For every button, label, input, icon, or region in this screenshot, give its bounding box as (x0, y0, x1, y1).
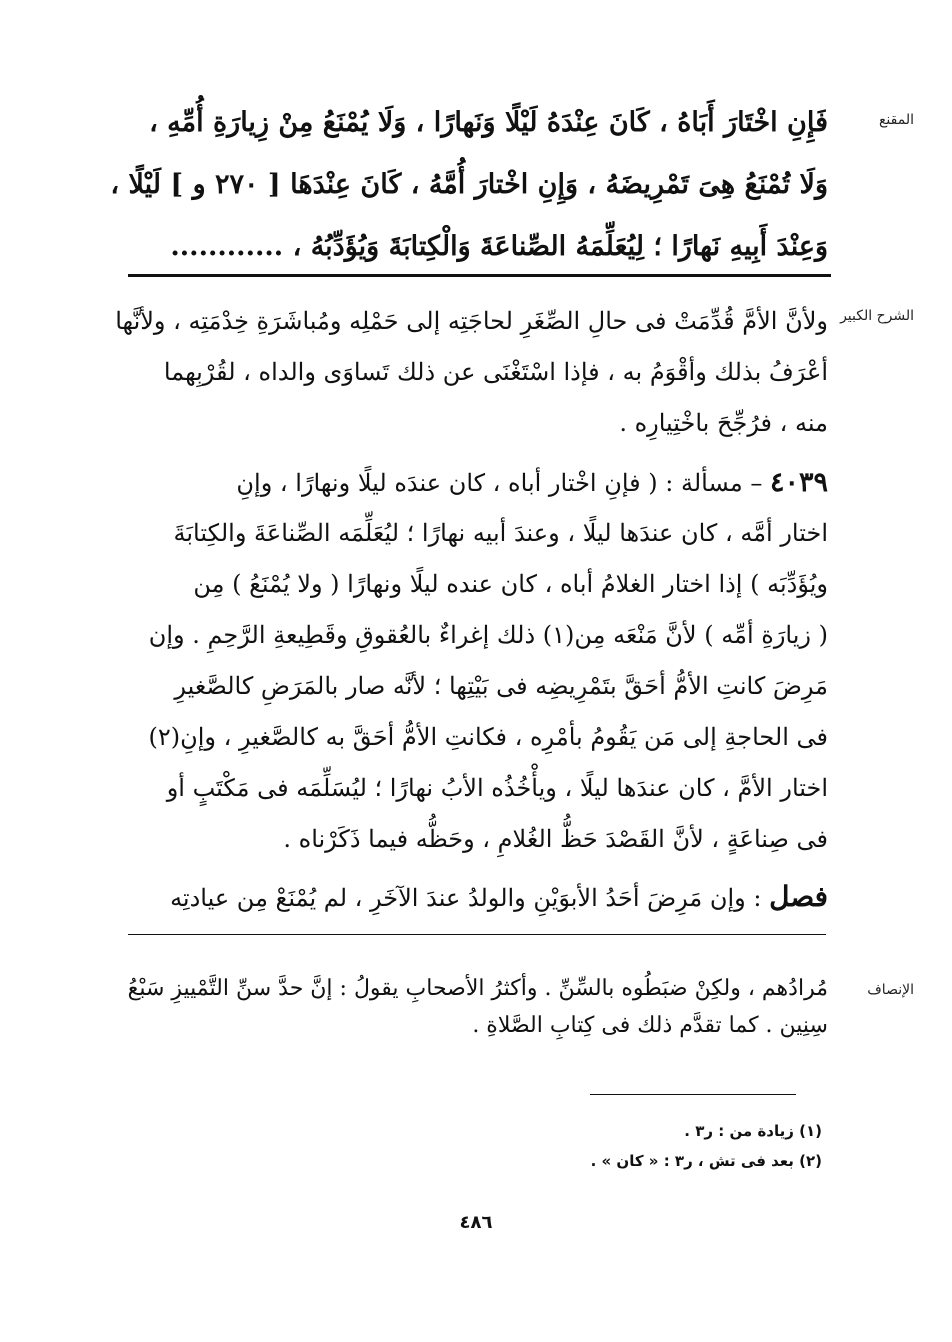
muqni-line: وَعِنْدَ أَبِيهِ نَهارًا ؛ لِيُعَلِّمَهُ الصِّناعَةَ وَالْكِتابَةَ وَيُؤَدِّبُهُ ، ............ (170, 231, 828, 262)
issue-number: ٤٠٣٩ (769, 467, 828, 498)
footnote-1: (١) زيادة من : ر٣ . (684, 1122, 822, 1140)
sharh-line: أعْرَفُ بذلك وأقْوَمُ به ، فإذا اسْتَغْنَى عن ذلك تَساوَى والداه ، لقُرْبِهما (163, 358, 828, 386)
muqni-line: فَإِنِ اخْتَارَ أَبَاهُ ، كَانَ عِنْدَهُ لَيْلًا وَنَهارًا ، وَلَا يُمْنَعُ مِنْ زِيارَةِ أُمِّهِ ، (149, 107, 828, 138)
insaf-label: الإنصاف (867, 982, 914, 998)
fasl-line (128, 871, 828, 922)
muqni-line: وَلَا تُمْنَعُ هِىَ تَمْرِيضَهُ ، وَإِنِ اخْتارَ أُمَّهُ ، كَانَ عِنْدَهَا [ ٢٧٠ و ] لَيْلًا ، (110, 169, 828, 200)
sharh-line: ولأنَّ الأمَّ قُدِّمَتْ فى حالِ الصِّغَرِ لحاجَتِه إلى حَمْلِه ومُباشَرَةِ خِدْمَتِه ، ولأنَّها (115, 307, 828, 335)
sharh-line: منه ، فرُجِّحَ باخْتِيارِه . (619, 409, 828, 437)
fasl-heading: فصل (769, 880, 828, 913)
issue-heading-line (128, 457, 828, 508)
issue-heading-text: – مسألة : ( فإنِ اخْتار أباه ، كان عندَه ليلًا ونهارًا ، وإنِ (236, 469, 763, 497)
section-divider-thin (128, 934, 826, 935)
sharh-line: ويُؤَدِّبَه ) إذا اختار الغلامُ أباه ، كان عنده ليلًا ونهارًا ( ولا يُمْنَعُ ) مِن (193, 570, 828, 598)
muqni-text (110, 92, 828, 278)
insaf-text (128, 970, 828, 1044)
sharh-line: مَرِضَ كانتِ الأمُّ أحَقَّ بتَمْرِيضِه فى بَيْتِها ؛ لأنَّه صار بالمَرَضِ كالصَّغيرِ (174, 672, 828, 700)
sharh-line: فى صِناعَةٍ ، لأنَّ القَصْدَ حَظُّ الغُلامِ ، وحَظُّه فيما ذَكَرْناه . (283, 825, 828, 853)
insaf-line: مُرادُهم ، ولكِنْ ضبَطُوه بالسِّنِّ . وأكثرُ الأصحابِ يقولُ : إنَّ حدَّ سنِّ التَّمْييزِ سَبْعُ (127, 976, 828, 1001)
sharh-line: فى الحاجةِ إلى مَن يَقُومُ بأمْرِه ، فكانتِ الأمُّ أحَقَّ به كالصَّغيرِ ، وإنِ(٢) (148, 723, 828, 751)
insaf-line: سِنِين . كما تقدَّم ذلك فى كِتابِ الصَّلاةِ . (472, 1013, 828, 1038)
sharh-text (115, 296, 828, 922)
sharh-line: اختار الأمَّ ، كان عندَها ليلًا ، ويأْخُذُه الأبُ نهارًا ؛ ليُسَلِّمَه فى مَكْتَبٍ أو (166, 774, 828, 802)
fasl-text: : وإن مَرِضَ أحَدُ الأبوَيْنِ والولدُ عندَ الآخَرِ ، لم يُمْنَعْ مِن عيادتِه (170, 884, 762, 912)
page-number: ٤٨٦ (459, 1212, 493, 1233)
muqni-label: المقنع (878, 112, 914, 128)
sharh-line: ( زيارَةِ أمِّه ) لأنَّ مَنْعَه مِن(١) ذلك إغراءٌ بالعُقوقِ وقَطِيعةِ الرَّحِمِ . وإن (148, 621, 828, 649)
section-divider-thick (128, 274, 831, 277)
footnote-2: (٢) بعد فى تش ، ر٣ : « كان » . (590, 1152, 822, 1170)
sharh-line: اختار أمَّه ، كان عندَها ليلًا ، وعندَ أبيه نهارًا ؛ ليُعَلِّمَه الصِّناعَةَ والكِتابَةَ (173, 519, 828, 547)
footnote-divider (590, 1094, 796, 1095)
sharh-label: الشرح الكبير (840, 308, 914, 324)
